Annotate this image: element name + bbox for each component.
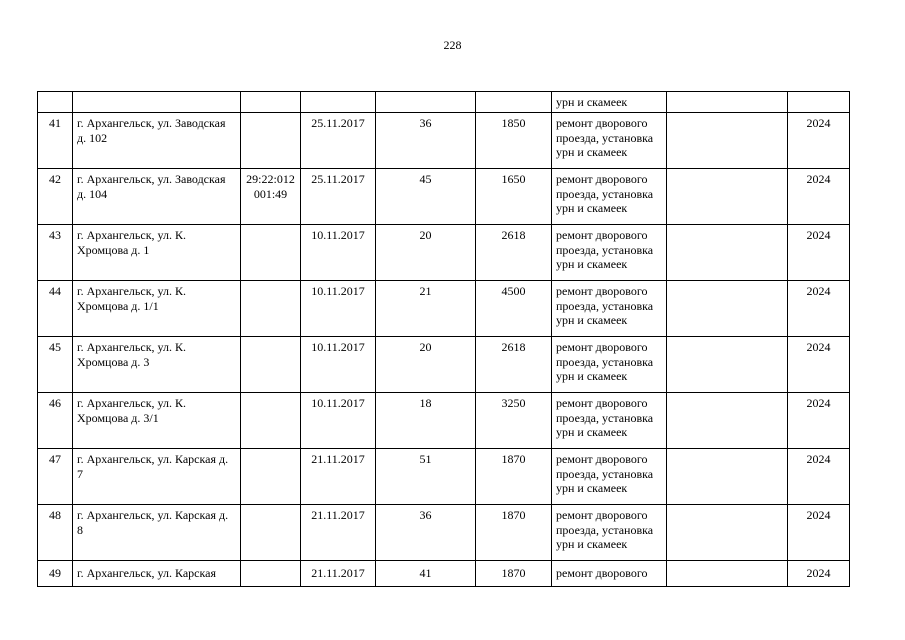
cell-empty [667, 449, 788, 505]
cell-address: г. Архангельск, ул. Заводская д. 102 [73, 113, 241, 169]
cell-empty [667, 561, 788, 587]
cell-area: 2618 [476, 337, 552, 393]
cell-work: ремонт дворового проезда, установка урн и скамеек [552, 505, 667, 561]
cell-qty: 41 [376, 561, 476, 587]
cell-date: 10.11.2017 [301, 225, 376, 281]
cell-cadastral: 29:22:012 001:49 [241, 169, 301, 225]
cell-empty [667, 337, 788, 393]
cell-cadastral [241, 92, 301, 113]
cell-empty [667, 169, 788, 225]
cell-address: г. Архангельск, ул. Заводская д. 104 [73, 169, 241, 225]
table-row [38, 169, 850, 225]
cell-work: ремонт дворового проезда, установка урн и скамеек [552, 337, 667, 393]
cell-num: 47 [38, 449, 73, 505]
table-row [38, 561, 850, 587]
cell-num: 44 [38, 281, 73, 337]
cell-year: 2024 [788, 561, 850, 587]
cell-year: 2024 [788, 449, 850, 505]
cell-cadastral [241, 225, 301, 281]
table-row [38, 449, 850, 505]
cell-work: ремонт дворового проезда, установка урн и скамеек [552, 225, 667, 281]
cell-cadastral [241, 337, 301, 393]
cell-num: 42 [38, 169, 73, 225]
cell-address: г. Архангельск, ул. Карская д. 7 [73, 449, 241, 505]
cell-year: 2024 [788, 337, 850, 393]
cell-qty [376, 92, 476, 113]
cell-year: 2024 [788, 113, 850, 169]
cell-qty: 36 [376, 505, 476, 561]
cell-qty: 18 [376, 393, 476, 449]
yard-improvement-table [37, 91, 850, 587]
cell-area: 1870 [476, 449, 552, 505]
cell-cadastral [241, 281, 301, 337]
cell-work: ремонт дворового проезда, установка урн и скамеек [552, 169, 667, 225]
cell-area: 1870 [476, 505, 552, 561]
cell-cadastral [241, 505, 301, 561]
cell-year: 2024 [788, 281, 850, 337]
cell-qty: 45 [376, 169, 476, 225]
cell-work: урн и скамеек [552, 92, 667, 113]
cell-empty [667, 393, 788, 449]
cell-date [301, 92, 376, 113]
cell-area: 1650 [476, 169, 552, 225]
cell-address: г. Архангельск, ул. К. Хромцова д. 3 [73, 337, 241, 393]
table-row [38, 113, 850, 169]
cell-num: 49 [38, 561, 73, 587]
cell-date: 25.11.2017 [301, 113, 376, 169]
cell-address: г. Архангельск, ул. Карская д. 8 [73, 505, 241, 561]
cell-empty [667, 505, 788, 561]
cell-qty: 51 [376, 449, 476, 505]
cell-work: ремонт дворового [552, 561, 667, 587]
cell-area: 1870 [476, 561, 552, 587]
cell-cadastral [241, 449, 301, 505]
cell-date: 21.11.2017 [301, 561, 376, 587]
table-row [38, 393, 850, 449]
cell-year: 2024 [788, 393, 850, 449]
cell-num: 45 [38, 337, 73, 393]
cell-year [788, 92, 850, 113]
table-row [38, 505, 850, 561]
cell-qty: 36 [376, 113, 476, 169]
page-number: 228 [443, 38, 462, 52]
cell-address: г. Архангельск, ул. К. Хромцова д. 3/1 [73, 393, 241, 449]
cell-date: 10.11.2017 [301, 337, 376, 393]
cell-empty [667, 92, 788, 113]
cell-address: г. Архангельск, ул. К. Хромцова д. 1 [73, 225, 241, 281]
cell-num [38, 92, 73, 113]
cell-area: 4500 [476, 281, 552, 337]
cell-empty [667, 281, 788, 337]
cell-cadastral [241, 393, 301, 449]
cell-area: 1850 [476, 113, 552, 169]
cell-qty: 21 [376, 281, 476, 337]
table-row [38, 337, 850, 393]
cell-address: г. Архангельск, ул. К. Хромцова д. 1/1 [73, 281, 241, 337]
cell-year: 2024 [788, 225, 850, 281]
cell-area: 2618 [476, 225, 552, 281]
cell-num: 46 [38, 393, 73, 449]
cell-work: ремонт дворового проезда, установка урн и скамеек [552, 449, 667, 505]
cell-num: 43 [38, 225, 73, 281]
cell-year: 2024 [788, 505, 850, 561]
cell-empty [667, 225, 788, 281]
cell-year: 2024 [788, 169, 850, 225]
cell-num: 48 [38, 505, 73, 561]
cell-date: 25.11.2017 [301, 169, 376, 225]
cell-cadastral [241, 561, 301, 587]
table-row-continued [38, 92, 850, 113]
cell-work: ремонт дворового проезда, установка урн и скамеек [552, 281, 667, 337]
cell-date: 21.11.2017 [301, 449, 376, 505]
cell-date: 10.11.2017 [301, 393, 376, 449]
cell-area: 3250 [476, 393, 552, 449]
cell-cadastral [241, 113, 301, 169]
cell-work: ремонт дворового проезда, установка урн и скамеек [552, 113, 667, 169]
cell-address [73, 92, 241, 113]
cell-work: ремонт дворового проезда, установка урн и скамеек [552, 393, 667, 449]
cell-num: 41 [38, 113, 73, 169]
cell-address: г. Архангельск, ул. Карская [73, 561, 241, 587]
cell-date: 21.11.2017 [301, 505, 376, 561]
cell-empty [667, 113, 788, 169]
cell-date: 10.11.2017 [301, 281, 376, 337]
cell-qty: 20 [376, 225, 476, 281]
cell-area [476, 92, 552, 113]
table-row [38, 281, 850, 337]
cell-qty: 20 [376, 337, 476, 393]
table-row [38, 225, 850, 281]
